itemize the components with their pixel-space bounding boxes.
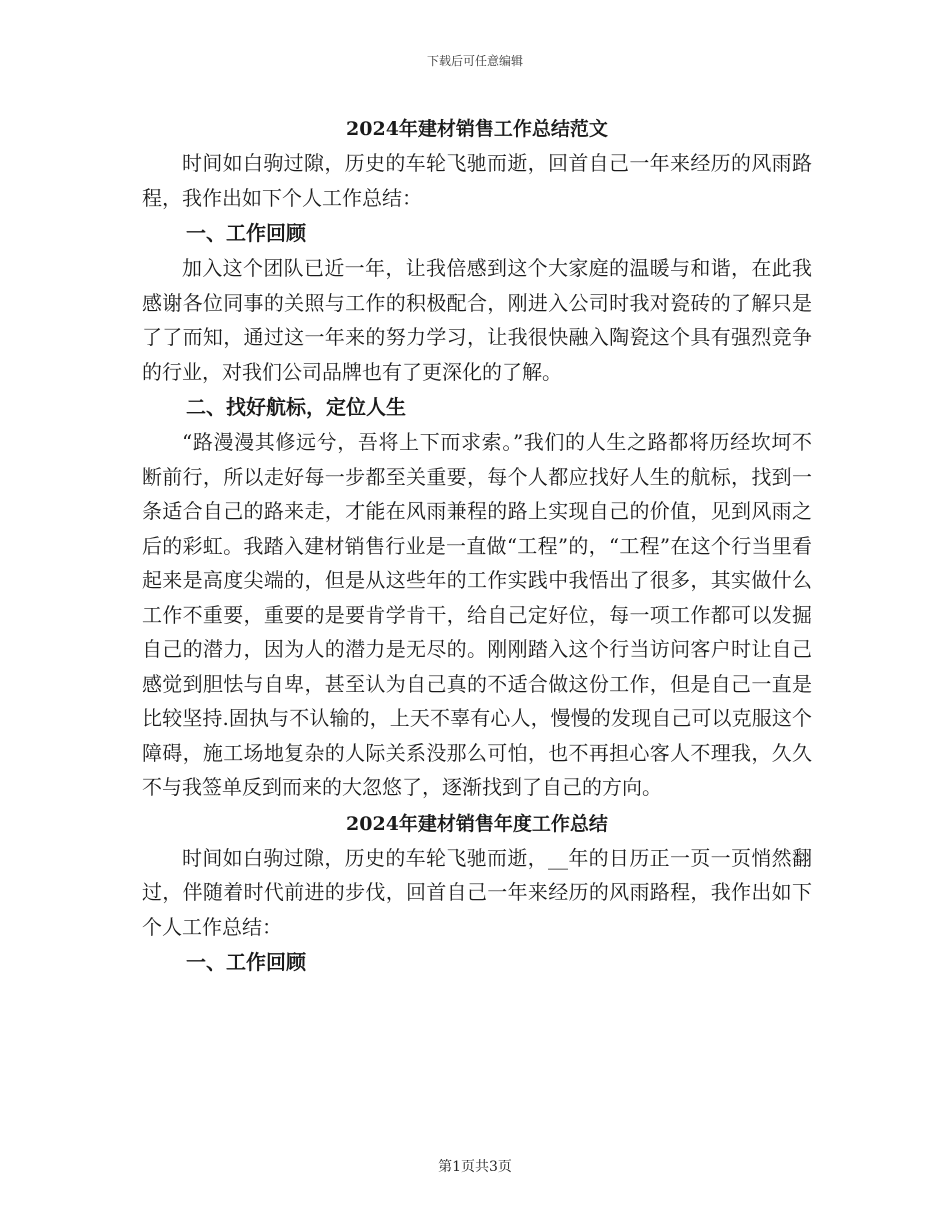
page-number-footer: 第1页共3页 xyxy=(438,1159,512,1175)
document-body xyxy=(142,112,812,980)
second-document-title: 2024年建材销售年度工作总结 xyxy=(346,812,608,835)
work-review-paragraph: 加入这个团队已近一年，让我倍感到这个大家庭的温暖与和谐，在此我感谢各位同事的关照与工作的积极配合，刚进入公司时我对瓷砖的了解只是了了而知，通过这一年来的努力学习，让我很快融入陶瓷这个具有强烈竞争的行业，对我们公司品牌也有了更深化的了解。 xyxy=(142,256,812,384)
second-section-heading-work-review: 一、工作回顾 xyxy=(186,950,306,974)
section-heading-life-direction: 二、找好航标，定位人生 xyxy=(186,395,406,419)
document-title: 2024年建材销售工作总结范文 xyxy=(346,118,608,140)
second-intro-paragraph: 时间如白驹过隙，历史的车轮飞驰而逝，__年的日历正一页一页悄然翻过，伴随着时代前进的步伐，回首自己一年来经历的风雨路程，我作出如下个人工作总结： xyxy=(142,845,812,939)
section-heading-work-review: 一、工作回顾 xyxy=(186,221,306,245)
life-direction-paragraph: “路漫漫其修远兮，吾将上下而求索。”我们的人生之路都将历经坎坷不断前行，所以走好每一步都至关重要，每个人都应找好人生的航标，找到一条适合自己的路来走，才能在风雨兼程的路上实现自己的价值，见到风雨之后的彩虹。我踏入建材销售行业是一直做“工程”的，“工程”在这个行当里看起来是高度尖端的，但是从这些年的工作实践中我悟出了很多，其实做什么工作不重要，重要的是要肯学肯干，给自己定好位，每一项工作都可以发掘自己的潜力，因为人的潜力是无尽的。刚刚踏入这个行当访问客户时让自己感觉到胆怯与自卑，甚至认为自己真的不适合做这份工作，但是自己一直是比较坚持.固执与不认输的，上天不辜有心人，慢慢的发现自己可以克服这个障碍，施工场地复杂的人际关系没那么可怕，也不再担心客人不理我，久久不与我签单反到而来的大忽悠了，逐渐找到了自己的方向。 xyxy=(142,430,812,799)
intro-paragraph: 时间如白驹过隙，历史的车轮飞驰而逝，回首自己一年来经历的风雨路程，我作出如下个人工作总结： xyxy=(142,151,812,210)
header-note: 下载后可任意编辑 xyxy=(426,54,523,68)
